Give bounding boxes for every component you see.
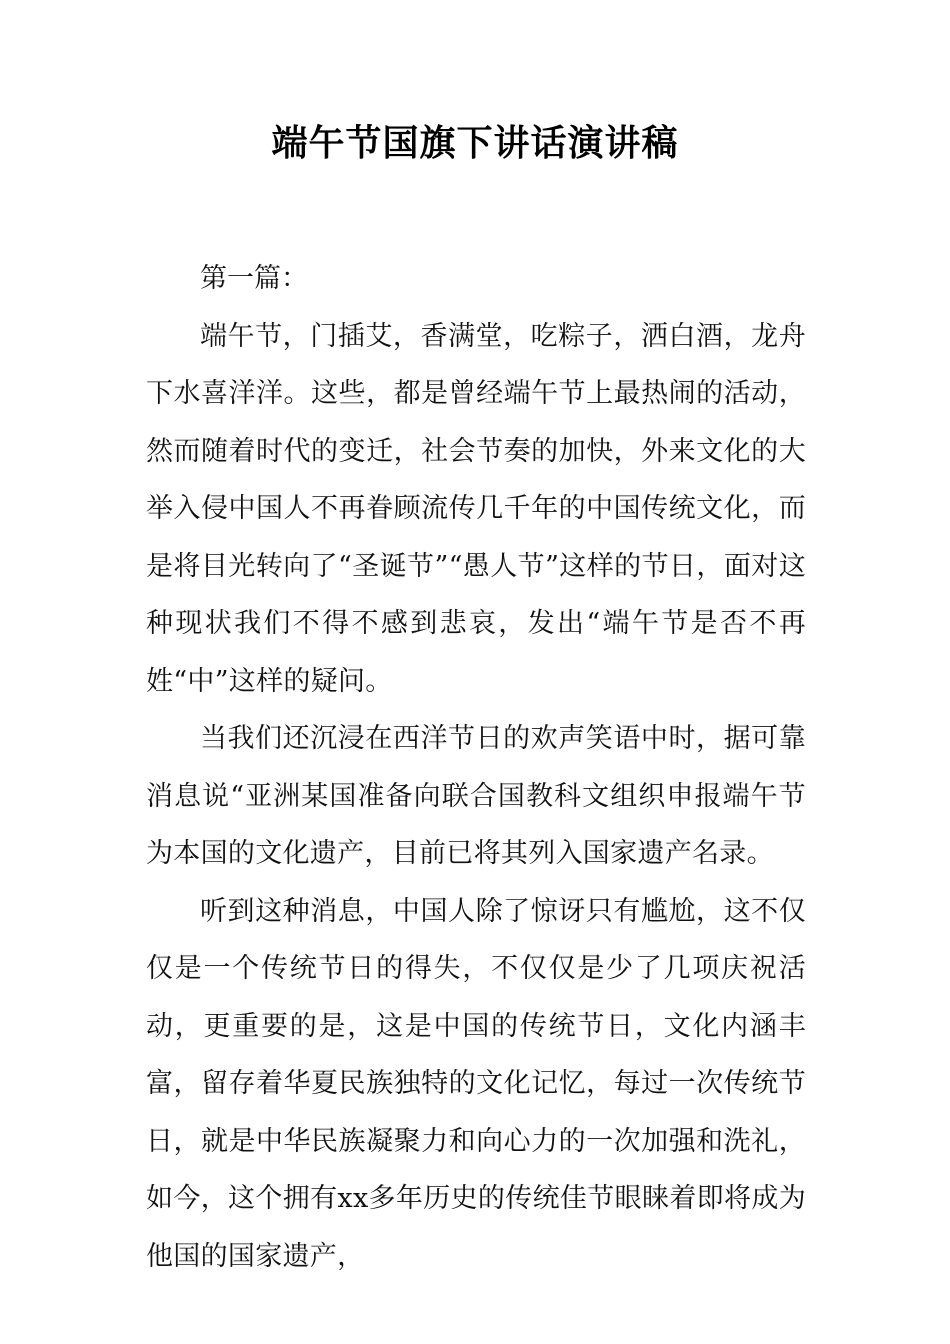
paragraph-2: 当我们还沉浸在西洋节日的欢声笑语中时，据可靠消息说“亚洲某国准备向联合国教科文组织申报端午节为本国的文化遗产，目前已将其列入国家遗产名录。 xyxy=(146,723,806,869)
paragraph-1: 端午节，门插艾，香满堂，吃粽子，洒白酒，龙舟下水喜洋洋。这些，都是曾经端午节上最热闹的活动，然而随着时代的变迁，社会节奏的加快，外来文化的大举入侵中国人不再眷顾流传几千年的中国传统文化，而是将目光转向了“圣诞节”“愚人节”这样的节日，面对这种现状我们不得不感到悲哀，发出“端午节是否不再姓“中”这样的疑问。 xyxy=(146,320,806,697)
document-body xyxy=(146,250,806,1285)
document-title: 端午节国旗下讲话演讲稿 xyxy=(271,123,679,164)
section-label: 第一篇： xyxy=(200,263,308,294)
paragraph-3: 听到这种消息，中国人除了惊讶只有尴尬，这不仅仅是一个传统节日的得失，不仅仅是少了几项庆祝活动，更重要的是，这是中国的传统节日，文化内涵丰富，留存着华夏民族独特的文化记忆，每过一次传统节日，就是中华民族凝聚力和向心力的一次加强和洗礼，如今，这个拥有xx多年历史的传统佳节眼睐着即将成为他国的国家遗产， xyxy=(146,895,806,1272)
